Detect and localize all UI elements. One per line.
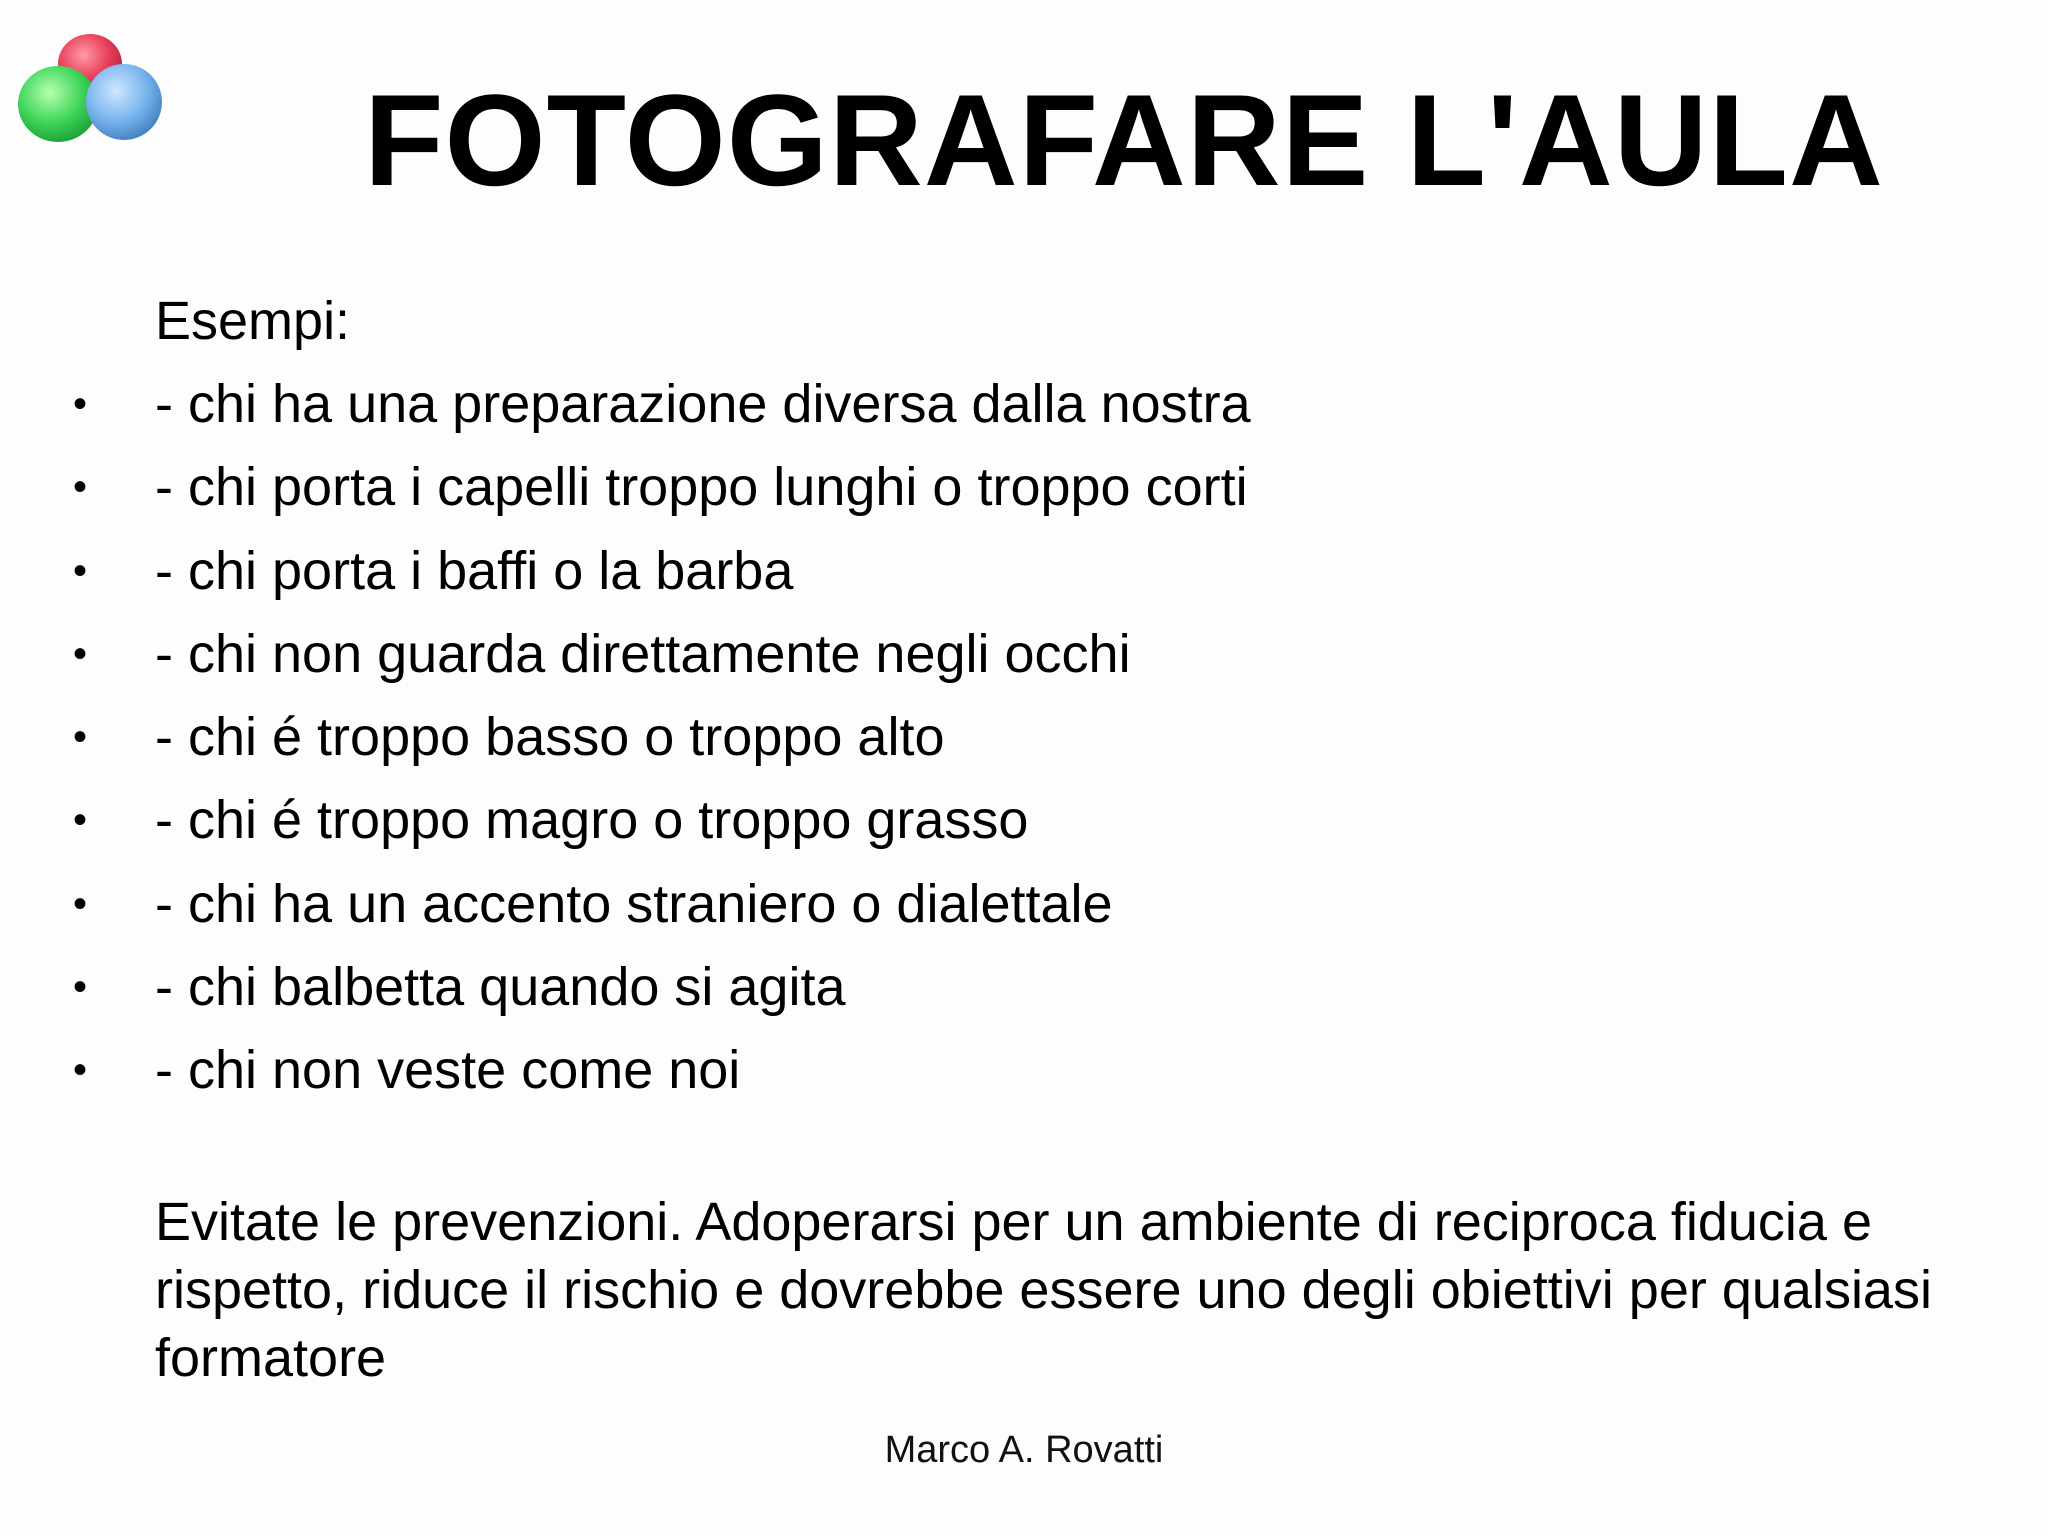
closing-paragraph: Evitate le prevenzioni. Adoperarsi per un ambiente di reciproca fiducia e rispetto, riduce il rischio e dovrebbe essere uno degli obiettivi per qualsiasi formatore xyxy=(155,1192,1932,1388)
intro-text: Esempi: xyxy=(155,291,351,351)
list-item-text: - chi balbetta quando si agita xyxy=(155,957,846,1018)
bullet-icon: • xyxy=(73,715,88,760)
list-item-text: - chi é troppo basso o troppo alto xyxy=(155,707,945,768)
list-item-text: - chi é troppo magro o troppo grasso xyxy=(155,790,1029,851)
list-item-text: - chi non guarda direttamente negli occhi xyxy=(155,623,1131,684)
slide-title: FOTOGRAFARE L'AULA xyxy=(364,67,1884,213)
list-item-text: - chi ha un accento straniero o dialettale xyxy=(155,873,1113,934)
bullet-icon: • xyxy=(73,548,88,593)
bullet-icon: • xyxy=(73,881,88,926)
bullet-icon: • xyxy=(73,1048,88,1093)
bullet-icon: • xyxy=(73,965,88,1010)
bullet-icon: • xyxy=(73,631,88,676)
bullet-icon: • xyxy=(73,798,88,843)
author-footer: Marco A. Rovatti xyxy=(884,1429,1164,1471)
list-item-text: - chi non veste come noi xyxy=(155,1040,741,1101)
list-item-text: - chi porta i capelli troppo lunghi o troppo corti xyxy=(155,457,1248,518)
list-item-text: - chi porta i baffi o la barba xyxy=(155,540,794,601)
list-item-text: - chi ha una preparazione diversa dalla nostra xyxy=(155,374,1251,434)
bullet-icon: • xyxy=(73,465,88,510)
bullet-icon: • xyxy=(73,382,88,426)
